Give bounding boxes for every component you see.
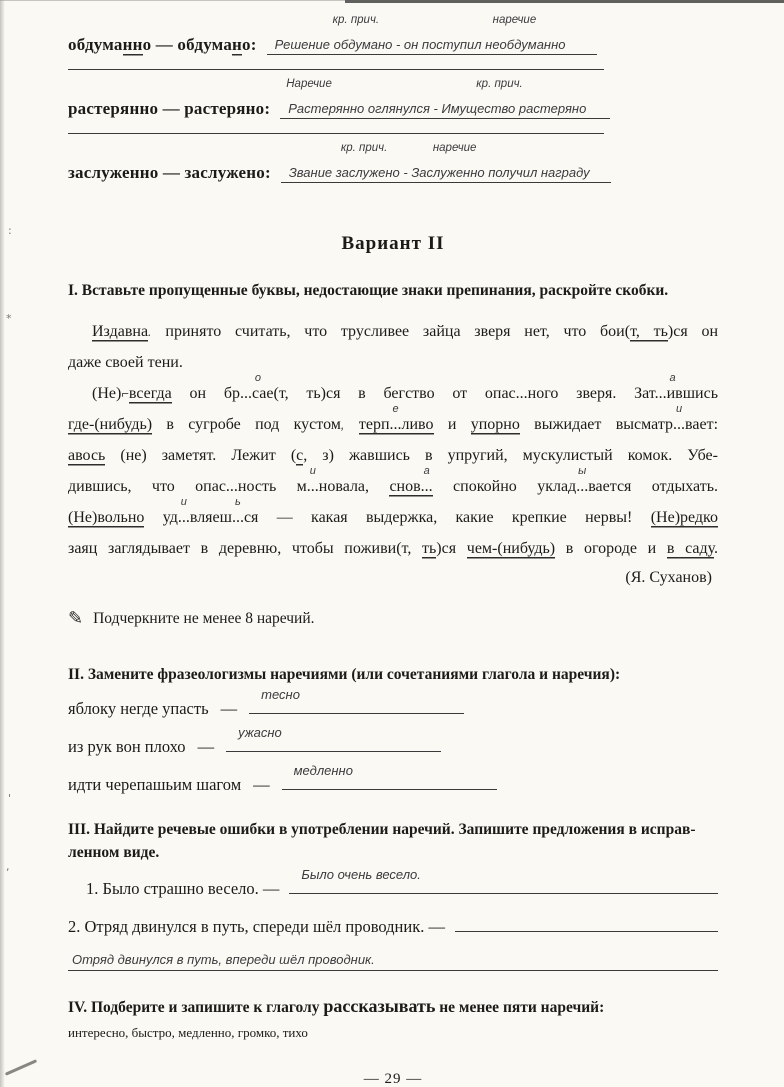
text-segment: ть: [422, 540, 437, 557]
ruled-line: [68, 133, 604, 134]
handwritten-answer: ужасно: [238, 725, 282, 740]
text-segment: .: [714, 540, 719, 557]
word-pair-block: [68, 78, 718, 134]
text-segment: заяц заглядывает в деревню, чтобы поживи(т,: [68, 540, 422, 557]
task4-title-prefix: IV. Подберите и запишите к глаголу: [68, 999, 324, 1016]
text-segment: Издавна: [92, 323, 149, 340]
answer-ruled-line: [267, 14, 597, 55]
author-line: (Я. Суханов): [625, 569, 712, 586]
word-pair-block: [68, 142, 718, 183]
inserted-letter: а: [423, 465, 430, 477]
handwritten-answer: интересно, быстро, медленно, громко, тихо: [68, 1025, 308, 1040]
text-segment: ... и: [306, 465, 319, 495]
inserted-letter: а: [669, 372, 676, 384]
text-segment: , з) жавшись в упругий, мускулистый комок. Убе-: [303, 447, 718, 464]
dictation-line: [68, 316, 718, 347]
answer-ruled-line: [226, 725, 441, 752]
text-segment: сае(т, ть)ся в бегство от опас...ного зверя. Зат: [251, 385, 655, 402]
text-segment: ливо: [401, 416, 434, 433]
text-segment: (Не)вольно: [68, 509, 145, 526]
text-segment: )ся: [436, 540, 467, 557]
inserted-letter: е: [392, 403, 399, 415]
answer-ruled-line: [280, 78, 610, 119]
text-segment: (не) заметят. Лежит (: [105, 447, 297, 464]
handwritten-line: [68, 948, 718, 971]
text-segment: ... ы: [576, 465, 589, 495]
handwritten-answer: Было очень весело.: [301, 867, 421, 882]
text-segment: )ся он: [667, 323, 719, 340]
task3-title-line1: III. Найдите речевые ошибки в употреблении наречий. Запишите предложения в исправ-: [68, 821, 696, 838]
pos-label: кр. прич.: [476, 78, 523, 90]
dictation-line: [68, 496, 719, 533]
text-segment: всегда: [128, 385, 172, 402]
phrase-text: из рук вон плохо: [68, 737, 186, 756]
text-segment: о:: [242, 35, 257, 54]
task3-title-line2: ленном виде.: [68, 844, 160, 861]
text-segment: и: [433, 416, 471, 433]
scan-edge-left: [0, 0, 5, 1087]
handwritten-answer: Отряд двинулся в путь, впереди шёл проводник.: [72, 952, 375, 967]
dictation-line: [68, 465, 719, 502]
dictation-text: [68, 316, 718, 592]
pos-label: кр. прич.: [340, 142, 388, 154]
text-segment: терп: [358, 416, 390, 433]
phrase-text: идти черепашьим шагом: [68, 775, 242, 794]
word-pair-block: [68, 14, 718, 70]
text-segment: ... ь: [231, 496, 244, 526]
pencil-icon: ✎: [68, 608, 84, 628]
text-segment: (Не)редко: [650, 509, 719, 526]
text-segment: новала,: [318, 478, 390, 495]
phrase-row: [68, 725, 718, 762]
inserted-letter: и: [180, 496, 187, 508]
note-text: Подчеркните не менее 8 наречий.: [93, 609, 315, 627]
pos-label: кр. прич.: [332, 14, 380, 26]
text-segment: упорно: [470, 416, 520, 433]
word-pair-row: [68, 142, 718, 183]
text-segment: вляеш: [189, 509, 232, 526]
text-segment: принято считать, что трусливее зайца зверя нет, что бои(: [151, 323, 631, 340]
margin-mark: ,: [6, 860, 10, 873]
answer-ruled-line: [289, 867, 718, 894]
text-segment: ившись: [666, 385, 719, 402]
text-segment: ... а: [655, 385, 667, 402]
page-number: — 29 —: [363, 1071, 423, 1087]
inserted-letter: и: [675, 403, 683, 415]
text-segment: в саду: [666, 540, 715, 557]
text-segment: ... о: [240, 385, 252, 402]
word-pair-text: [68, 163, 271, 183]
text-segment: дившись, что опас...ность м: [68, 478, 307, 495]
text-segment: ... а: [420, 465, 433, 495]
scan-edge-top: [345, 0, 784, 3]
instruction-note: [68, 608, 718, 629]
text-segment: с: [296, 447, 304, 464]
answer-ruled-line: [282, 763, 497, 790]
handwritten-answer: Решение обдумано - он поступил необдуманно: [274, 37, 566, 52]
text-segment: где-(нибудь): [68, 416, 153, 433]
handwritten-mark: ,: [340, 417, 345, 432]
handwritten-mark: ⌐: [121, 386, 129, 401]
text-segment: снов: [389, 478, 421, 495]
dictation-line: [68, 440, 718, 471]
text-segment: ... и: [673, 403, 686, 433]
dash: —: [220, 699, 238, 718]
word-pairs-section: [68, 14, 718, 183]
text-segment: заслуженно — заслужено:: [68, 163, 271, 182]
inserted-letter: ы: [578, 465, 587, 477]
margin-mark: *: [6, 312, 12, 325]
answer-ruled-line: [281, 142, 611, 183]
phrase-row: [68, 687, 718, 724]
text-segment: ... и: [177, 496, 190, 526]
phrase-row: [68, 763, 718, 800]
text-segment: в огороде и: [555, 540, 667, 557]
phrase-text: яблоку негде упасть: [68, 699, 209, 718]
text-segment: [345, 416, 359, 433]
task2-title: II. Замените фразеологизмы наречиями (или сочетаниями глагола и наречия):: [68, 666, 621, 683]
text-segment: н: [232, 35, 243, 54]
inserted-letter: о: [254, 372, 262, 384]
handwritten-answer: тесно: [261, 687, 300, 702]
text-segment: чем-(нибудь): [466, 540, 556, 557]
handwritten-mark: .: [148, 324, 152, 339]
answer-ruled-line: [455, 915, 718, 932]
text-segment: ся — какая выдержка, какие крепкие нервы!: [243, 509, 651, 526]
task3-item1: [68, 867, 718, 904]
task4-title: [68, 995, 718, 1019]
text-segment: ... е: [389, 403, 402, 433]
text-segment: в сугробе под кустом: [152, 416, 341, 433]
text-segment: авось: [68, 447, 106, 464]
answer-ruled-line: [249, 687, 464, 714]
dictation-line: [68, 533, 718, 564]
margin-mark: ': [8, 792, 12, 805]
word-pair-text: [68, 99, 270, 119]
task3-item2: [68, 912, 718, 942]
pos-label: наречие: [432, 142, 477, 154]
text-segment: о — обдума: [142, 35, 233, 54]
inserted-letter: и: [309, 465, 316, 477]
text-segment: обдума: [68, 35, 123, 54]
text-segment: уд: [144, 509, 178, 526]
task1-title: I. Вставьте пропущенные буквы, недостающие знаки препинания, раскройте скобки.: [68, 282, 669, 299]
task4-title-suffix: не менее пяти наречий:: [435, 999, 605, 1016]
dictation-line: [68, 347, 718, 378]
text-segment: вается отдыхать.: [588, 478, 719, 495]
inserted-letter: ь: [235, 496, 241, 508]
scan-edge-top-light: [0, 0, 345, 1]
text-segment: вает:: [685, 416, 719, 433]
variant-heading: Вариант II: [341, 233, 445, 254]
text-segment: (Не): [92, 385, 122, 402]
handwritten-answer: Звание заслужено - Заслуженно получил награду: [288, 165, 590, 180]
text-segment: нн: [122, 35, 143, 54]
dictation-line: [68, 403, 719, 440]
dash: —: [253, 775, 270, 794]
text-segment: он бр: [171, 385, 240, 402]
pos-label: Наречие: [286, 78, 332, 90]
word-pair-row: [68, 78, 718, 119]
handwritten-answer: Растерянно оглянулся - Имущество растеряно: [288, 101, 587, 116]
margin-mark: :: [8, 224, 12, 237]
sentence-text: 1. Было страшно весело. —: [86, 879, 280, 898]
sentence-text: 2. Отряд двинулся в путь, спереди шёл проводник. —: [68, 917, 445, 936]
text-segment: выжидает высматр: [519, 416, 674, 433]
task3-title: [68, 818, 718, 864]
pos-label: наречие: [492, 14, 537, 26]
word-pair-text: [68, 35, 257, 55]
handwritten-answer: медленно: [293, 763, 353, 778]
task2-items: [68, 687, 718, 800]
text-segment: т, ть: [630, 323, 668, 340]
dash: —: [197, 737, 215, 756]
text-segment: даже своей тени.: [68, 354, 183, 371]
text-segment: растерянно — растеряно:: [68, 99, 271, 118]
ruled-line: [68, 69, 604, 70]
text-segment: спокойно уклад: [432, 478, 577, 495]
task4-verb: рассказывать: [323, 996, 436, 1016]
word-pair-row: [68, 14, 718, 55]
